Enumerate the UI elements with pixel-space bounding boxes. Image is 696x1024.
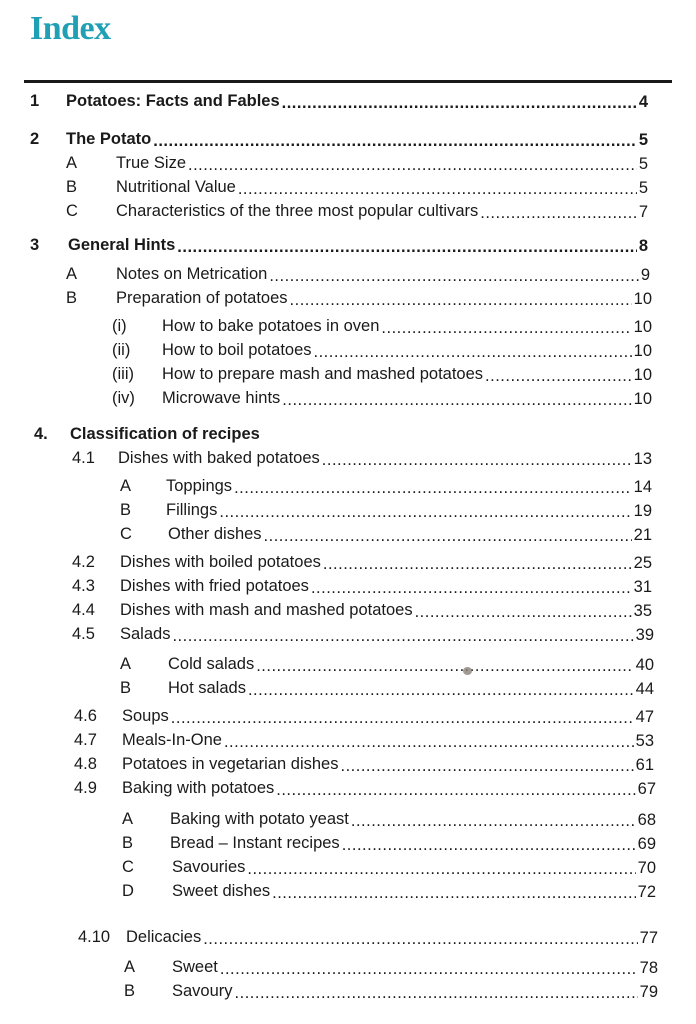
dot-leader-row: [234, 477, 652, 497]
dot-leader: [219, 503, 631, 521]
entry-title: Baking with potatoes: [122, 779, 275, 797]
dot-leader: [381, 319, 631, 337]
entry-page-number: 8: [638, 237, 648, 255]
dot-leader: [203, 930, 637, 948]
entry-page-number: 10: [633, 366, 652, 384]
index-entry: [0, 501, 696, 523]
dot-leader-row: [153, 130, 648, 150]
entry-number: (iv): [112, 389, 135, 407]
entry-title: Soups: [122, 707, 169, 725]
entry-number: B: [120, 679, 132, 697]
entry-title: Sweet: [172, 958, 218, 976]
dot-leader: [220, 960, 638, 978]
entry-page-number: 5: [638, 179, 648, 197]
entry-title: Salads: [120, 625, 171, 643]
entry-page-number: 68: [637, 811, 656, 829]
dot-leader-row: [177, 236, 648, 256]
entry-number: 4.8: [74, 755, 97, 773]
entry-page-number: 61: [635, 756, 654, 774]
dot-leader-row: [381, 317, 652, 337]
dot-leader-row: [224, 731, 654, 751]
index-entry: [0, 679, 696, 701]
entry-title: True Size: [116, 154, 186, 172]
dot-leader-row: [415, 601, 652, 621]
dot-leader-row: [220, 958, 658, 978]
entry-title: Hot salads: [168, 679, 246, 697]
dot-leader: [311, 579, 632, 597]
dot-leader: [485, 367, 632, 385]
dot-leader-row: [282, 92, 648, 112]
entry-title: Toppings: [166, 477, 233, 495]
dot-leader: [234, 479, 632, 497]
dot-leader-row: [314, 341, 652, 361]
entry-title: Delicacies: [126, 928, 202, 946]
dot-leader-row: [311, 577, 652, 597]
entry-number: A: [124, 958, 136, 976]
entry-page-number: 44: [635, 680, 654, 698]
dot-leader: [171, 709, 634, 727]
dot-leader-row: [282, 389, 652, 409]
dot-leader: [290, 291, 632, 309]
dot-leader: [480, 204, 637, 222]
entry-title: Fillings: [166, 501, 218, 519]
entry-page-number: 9: [640, 266, 650, 284]
paper-speck: [463, 667, 472, 675]
entry-number: 4.5: [72, 625, 95, 643]
index-entry: [0, 779, 696, 801]
entry-page-number: 70: [637, 859, 656, 877]
index-entry: [0, 625, 696, 647]
dot-leader-row: [290, 289, 652, 309]
dot-leader-row: [269, 265, 650, 285]
entry-page-number: 14: [633, 478, 652, 496]
dot-leader: [272, 884, 636, 902]
dot-leader-row: [235, 982, 658, 1002]
dot-leader: [340, 757, 633, 775]
dot-leader: [269, 267, 638, 285]
entry-page-number: 40: [635, 656, 654, 674]
entry-page-number: 78: [639, 959, 658, 977]
index-entry: [0, 553, 696, 575]
entry-page-number: 4: [638, 93, 648, 111]
index-entry: [0, 317, 696, 339]
entry-number: 4.10: [78, 928, 111, 946]
index-entry: [0, 655, 696, 677]
index-entry: [0, 178, 696, 200]
entry-number: A: [120, 655, 132, 673]
entry-number: B: [124, 982, 136, 1000]
entry-page-number: 21: [633, 526, 652, 544]
dot-leader: [247, 860, 635, 878]
dot-leader-row: [323, 553, 652, 573]
entry-number: 4.7: [74, 731, 97, 749]
entry-number: B: [122, 834, 134, 852]
page-title: Index: [30, 10, 111, 47]
entry-page-number: 77: [639, 929, 658, 947]
entry-title: Characteristics of the three most popular cultivars: [116, 202, 479, 220]
entry-number: D: [122, 882, 134, 900]
dot-leader-row: [340, 755, 654, 775]
dot-leader: [415, 603, 632, 621]
entry-number: C: [120, 525, 132, 543]
dot-leader: [235, 984, 638, 1002]
index-entry: [0, 928, 696, 950]
entry-number: 3: [30, 236, 40, 254]
entry-title: Savouries: [172, 858, 246, 876]
entry-page-number: 47: [635, 708, 654, 726]
index-entry: [0, 130, 696, 152]
dot-leader: [351, 812, 636, 830]
dot-leader-row: [247, 858, 656, 878]
dot-leader-row: [351, 810, 656, 830]
entry-title: Preparation of potatoes: [116, 289, 288, 307]
entry-number: (ii): [112, 341, 131, 359]
entry-number: 4.2: [72, 553, 95, 571]
entry-number: A: [120, 477, 132, 495]
entry-number: (i): [112, 317, 127, 335]
entry-page-number: 35: [633, 602, 652, 620]
index-entry: [0, 92, 696, 114]
dot-leader-row: [172, 625, 654, 645]
index-entry: [0, 810, 696, 832]
index-entry: [0, 202, 696, 224]
entry-title: Potatoes in vegetarian dishes: [122, 755, 339, 773]
dot-leader: [264, 527, 632, 545]
dot-leader: [177, 238, 637, 256]
entry-number: A: [66, 154, 78, 172]
entry-title: Cold salads: [168, 655, 255, 673]
entry-number: 4.3: [72, 577, 95, 595]
dot-leader-row: [276, 779, 656, 799]
dot-leader-row: [272, 882, 656, 902]
entry-title: Dishes with mash and mashed potatoes: [120, 601, 413, 619]
entry-number: C: [122, 858, 134, 876]
index-entry: [0, 154, 696, 176]
dot-leader-row: [248, 679, 654, 699]
index-entry: [0, 389, 696, 411]
entry-page-number: 5: [638, 131, 648, 149]
index-entry: [0, 525, 696, 547]
entry-number: 4.9: [74, 779, 97, 797]
dot-leader-row: [480, 202, 648, 222]
title-divider: [24, 80, 672, 83]
entry-page-number: 13: [633, 450, 652, 468]
entry-title: Sweet dishes: [172, 882, 271, 900]
entry-title: General Hints: [68, 236, 176, 254]
index-entry: [0, 601, 696, 623]
entry-page-number: 72: [637, 883, 656, 901]
dot-leader: [276, 781, 635, 799]
entry-page-number: 5: [638, 155, 648, 173]
index-entry: [0, 577, 696, 599]
entry-number: 4.4: [72, 601, 95, 619]
index-entry: [0, 477, 696, 499]
entry-title: Savoury: [172, 982, 233, 1000]
entry-title: Classification of recipes: [70, 425, 260, 443]
index-entry: [0, 341, 696, 363]
dot-leader-row: [264, 525, 652, 545]
entry-page-number: 31: [633, 578, 652, 596]
entry-page-number: 79: [639, 983, 658, 1001]
dot-leader-row: [171, 707, 654, 727]
dot-leader-row: [219, 501, 652, 521]
index-entry: [0, 858, 696, 880]
dot-leader-row: [203, 928, 658, 948]
dot-leader: [314, 343, 632, 361]
dot-leader: [248, 681, 634, 699]
entry-page-number: 69: [637, 835, 656, 853]
entry-number: A: [122, 810, 134, 828]
entry-page-number: 53: [635, 732, 654, 750]
dot-leader-row: [238, 178, 648, 198]
dot-leader: [282, 391, 631, 409]
entry-number: 1: [30, 92, 40, 110]
entry-title: How to bake potatoes in oven: [162, 317, 380, 335]
entry-page-number: 25: [633, 554, 652, 572]
entry-number: B: [66, 289, 78, 307]
dot-leader-row: [342, 834, 656, 854]
entry-page-number: 39: [635, 626, 654, 644]
entry-number: C: [66, 202, 78, 220]
entry-title: Dishes with fried potatoes: [120, 577, 309, 595]
entry-page-number: 10: [633, 290, 652, 308]
entry-page-number: 7: [638, 203, 648, 221]
entry-number: (iii): [112, 365, 134, 383]
entry-title: Bread – Instant recipes: [170, 834, 340, 852]
index-entry: [0, 365, 696, 387]
dot-leader: [256, 657, 633, 675]
index-entry: [0, 289, 696, 311]
entry-title: Notes on Metrication: [116, 265, 268, 283]
entry-title: How to boil potatoes: [162, 341, 312, 359]
index-entry: [0, 236, 696, 258]
entry-title: Microwave hints: [162, 389, 281, 407]
entry-title: The Potato: [66, 130, 152, 148]
entry-page-number: 10: [633, 318, 652, 336]
entry-number: 4.: [34, 425, 48, 443]
entry-page-number: 10: [633, 390, 652, 408]
dot-leader: [153, 132, 637, 150]
index-entry: [0, 731, 696, 753]
entry-number: A: [66, 265, 78, 283]
entry-number: 4.6: [74, 707, 97, 725]
dot-leader: [172, 627, 633, 645]
entry-page-number: 19: [633, 502, 652, 520]
entry-title: Meals-In-One: [122, 731, 222, 749]
index-entry: [0, 882, 696, 904]
dot-leader: [238, 180, 637, 198]
dot-leader: [188, 156, 637, 174]
index-entry: [0, 755, 696, 777]
entry-title: Dishes with baked potatoes: [118, 449, 320, 467]
entry-title: How to prepare mash and mashed potatoes: [162, 365, 484, 383]
dot-leader: [342, 836, 636, 854]
dot-leader: [282, 94, 637, 112]
entry-title: Potatoes: Facts and Fables: [66, 92, 280, 110]
dot-leader: [322, 451, 632, 469]
index-entry: [0, 425, 696, 447]
index-entry: [0, 982, 696, 1004]
entry-title: Dishes with boiled potatoes: [120, 553, 321, 571]
dot-leader-row: [256, 655, 654, 675]
entry-number: 2: [30, 130, 40, 148]
dot-leader: [323, 555, 632, 573]
dot-leader-row: [322, 449, 652, 469]
index-entry: [0, 834, 696, 856]
index-entry: [0, 449, 696, 471]
dot-leader: [224, 733, 634, 751]
entry-number: 4.1: [72, 449, 95, 467]
entry-number: B: [120, 501, 132, 519]
dot-leader-row: [188, 154, 648, 174]
index-entry: [0, 265, 696, 287]
entry-title: Other dishes: [168, 525, 262, 543]
index-entry: [0, 958, 696, 980]
entry-number: B: [66, 178, 78, 196]
entry-page-number: 10: [633, 342, 652, 360]
dot-leader-row: [485, 365, 652, 385]
entry-title: Nutritional Value: [116, 178, 236, 196]
entry-title: Baking with potato yeast: [170, 810, 349, 828]
entry-page-number: 67: [637, 780, 656, 798]
index-entry: [0, 707, 696, 729]
